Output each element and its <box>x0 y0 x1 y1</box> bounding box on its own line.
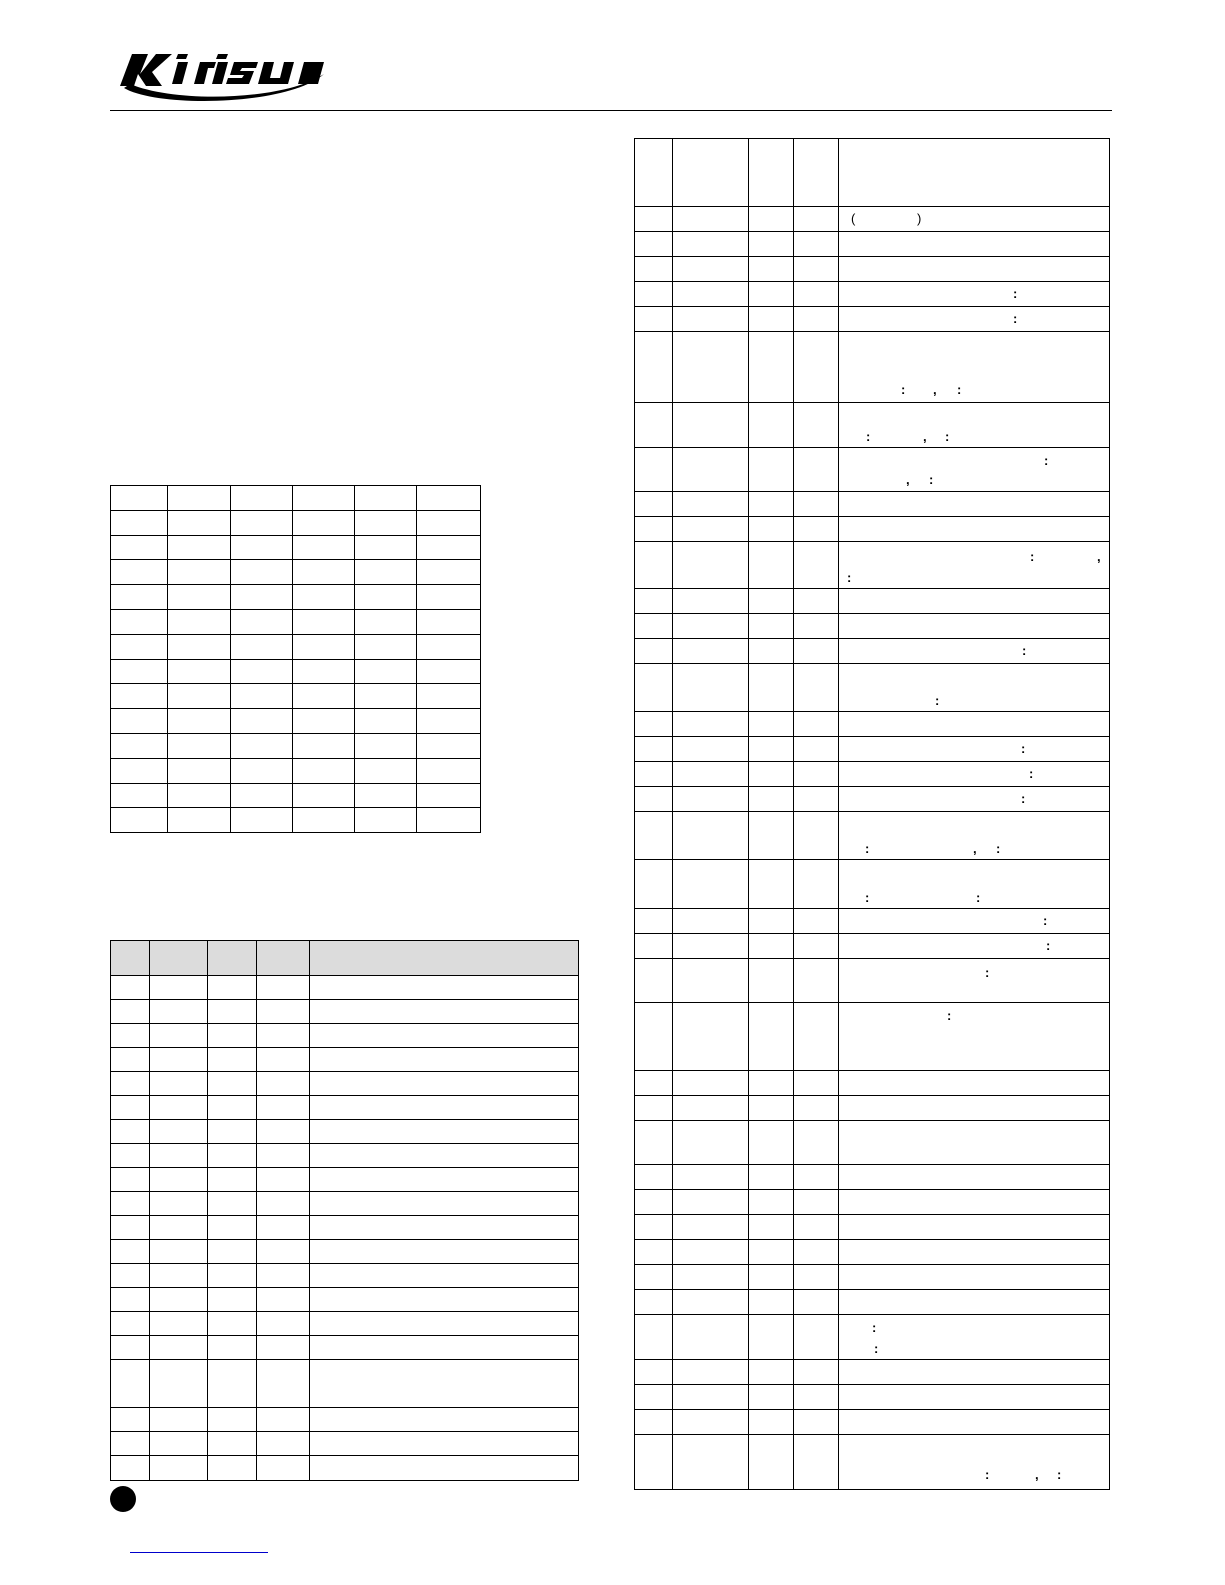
table-row <box>635 282 1110 307</box>
table-row <box>111 1264 579 1288</box>
table-row <box>635 712 1110 737</box>
table-row <box>111 609 481 634</box>
comma: , <box>973 841 977 856</box>
table-row <box>111 758 481 783</box>
colon: : <box>866 429 871 444</box>
colon: : <box>901 382 906 397</box>
colon: : <box>1013 286 1018 301</box>
table-row <box>635 1360 1110 1385</box>
table-row <box>111 486 481 511</box>
table-row <box>635 1315 1110 1360</box>
table-row <box>635 787 1110 812</box>
colon: : <box>874 1341 879 1356</box>
table-left <box>110 940 579 1481</box>
table-row <box>111 1168 579 1192</box>
table-row <box>635 1435 1110 1490</box>
page-number-dot <box>110 1486 136 1512</box>
colon: : <box>1029 766 1034 781</box>
colon: : <box>1057 1467 1062 1482</box>
table-row <box>111 1240 579 1264</box>
table-row <box>635 232 1110 257</box>
colon: : <box>872 1320 877 1335</box>
comma: , <box>906 472 910 487</box>
header-rule <box>110 110 1112 111</box>
table-row <box>635 257 1110 282</box>
table-row <box>635 1165 1110 1190</box>
table-row <box>635 1096 1110 1121</box>
table-row <box>111 659 481 684</box>
colon: : <box>1022 643 1027 658</box>
table-row <box>635 1410 1110 1435</box>
table-row <box>111 1144 579 1168</box>
table-small <box>110 485 481 833</box>
table-row <box>635 614 1110 639</box>
comma: , <box>933 382 937 397</box>
colon: : <box>985 965 990 980</box>
table-row <box>111 1120 579 1144</box>
table-row <box>635 1071 1110 1096</box>
comma: , <box>923 429 927 444</box>
table-right <box>634 138 1110 1490</box>
table-header-row <box>111 941 579 976</box>
table-row <box>635 332 1110 403</box>
table-row <box>635 909 1110 934</box>
table-row <box>111 634 481 659</box>
table-row <box>635 639 1110 664</box>
table-row <box>635 517 1110 542</box>
table-row <box>111 510 481 535</box>
colon: : <box>847 570 852 585</box>
table-row <box>635 934 1110 959</box>
colon: : <box>929 472 934 487</box>
colon: : <box>1043 913 1048 928</box>
table-row <box>111 733 481 758</box>
table-row <box>635 860 1110 909</box>
table-row <box>635 403 1110 448</box>
table-row <box>111 1360 579 1408</box>
colon: : <box>1013 311 1018 326</box>
table-row <box>635 737 1110 762</box>
table-header-row <box>635 139 1110 207</box>
colon: : <box>865 841 870 856</box>
table-row <box>111 1048 579 1072</box>
colon: : <box>1021 791 1026 806</box>
table-row <box>635 1215 1110 1240</box>
colon: : <box>1046 938 1051 953</box>
table-row <box>111 684 481 709</box>
colon: : <box>985 1467 990 1482</box>
comma: , <box>1097 549 1101 564</box>
table-row <box>111 1456 579 1481</box>
table-row <box>635 542 1110 589</box>
table-row <box>635 448 1110 492</box>
table-row <box>635 1240 1110 1265</box>
table-row <box>111 1312 579 1336</box>
table-row <box>635 1265 1110 1290</box>
table-row <box>111 560 481 585</box>
table-row <box>635 1003 1110 1071</box>
table-row <box>635 207 1110 232</box>
comma: , <box>1035 1467 1039 1482</box>
colon: : <box>1021 741 1026 756</box>
table-row <box>635 307 1110 332</box>
table-row <box>111 1336 579 1360</box>
table-row <box>111 1024 579 1048</box>
colon: : <box>957 382 962 397</box>
table-row <box>635 812 1110 860</box>
table-row <box>635 959 1110 1003</box>
colon: : <box>947 1008 952 1023</box>
colon: : <box>1030 549 1035 564</box>
table-row <box>111 1096 579 1120</box>
table-row <box>635 1121 1110 1165</box>
colon: : <box>865 890 870 905</box>
table-row <box>635 1385 1110 1410</box>
table-row <box>111 808 481 833</box>
table-row <box>111 535 481 560</box>
table-row <box>111 709 481 734</box>
table-row <box>111 1000 579 1024</box>
table-row <box>111 585 481 610</box>
table-row <box>111 1192 579 1216</box>
table-row <box>111 1216 579 1240</box>
table-row <box>111 1432 579 1456</box>
colon: : <box>1044 453 1049 468</box>
table-row <box>111 1072 579 1096</box>
table-row <box>635 762 1110 787</box>
colon: : <box>976 890 981 905</box>
table-row <box>635 1190 1110 1215</box>
table-row <box>635 589 1110 614</box>
colon: : <box>945 429 950 444</box>
colon: : <box>935 693 940 708</box>
table-row <box>111 1288 579 1312</box>
kirisun-logo <box>118 44 328 106</box>
open-paren: ( <box>851 211 856 226</box>
colon: : <box>996 841 1001 856</box>
table-row <box>635 664 1110 712</box>
table-row <box>111 783 481 808</box>
table-row <box>111 1408 579 1432</box>
table-row <box>635 492 1110 517</box>
footer-link-underline[interactable] <box>130 1552 268 1553</box>
close-paren: ) <box>917 211 922 226</box>
table-row <box>111 976 579 1000</box>
table-row <box>635 1290 1110 1315</box>
